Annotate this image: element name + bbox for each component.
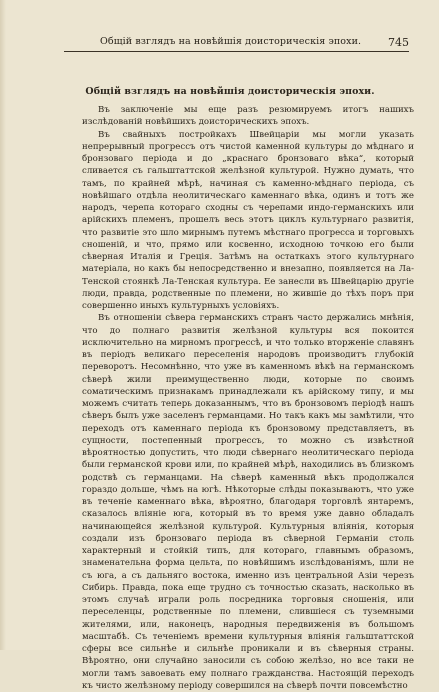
page-number: 745 xyxy=(388,36,409,49)
page-edge-shadow xyxy=(0,0,6,650)
paragraph: Въ заключеніе мы еще разъ резюмируемъ итогъ нашихъ изслѣдованій новѣйшихъ доисторическихъ эпохъ. xyxy=(82,105,414,128)
header-rule xyxy=(64,51,409,52)
paragraph: Въ отношеніи сѣвера германскихъ странъ часто держались мнѣнія, что до полнаго развитія желѣзной культуры вся покоится исключительно на мирномъ прогрессѣ, и что только вторженіе славянъ въ періодъ великаго переселенія народовъ производитъ глубокій переворотъ. Несомнѣнно, что уже въ каменномъ вѣкѣ на германскомъ сѣверѣ жили преимущественно люди, которые по своимъ соматическимъ признакамъ принадлежали къ арійскому типу, и мы можемъ считать теперь доказаннымъ, что въ бронзовомъ періодѣ нашъ сѣверъ былъ уже заселенъ германцами. Но такъ какъ мы замѣтили, что переходъ отъ каменнаго періода къ бронзовому представляетъ, въ сущности, постепенный прогрессъ, то можно съ извѣстной вѣроятностью допустить, что люди сѣвернаго неолитическаго періода были германской крови или, по крайней мѣрѣ, находились въ близкомъ родствѣ съ германцами. На сѣверѣ каменный вѣкъ продолжался гораздо дольше, чѣмъ на югѣ. Нѣкоторые слѣды показываютъ, что уже въ теченіе каменнаго вѣка, вѣроятно, благодаря торговлѣ янтаремъ, сказалось вліяніе юга, который въ то время уже давно обладалъ начинающейся желѣзной культурой. Культурныя вліянія, которыя создали изъ бронзоваго періода въ сѣверной Германіи столь характерный и стойкій типъ, для котораго, главнымъ образомъ, знаменательна форма цельта, по новѣйшимъ изслѣдованіямъ, шли не съ юга, а съ дальняго востока, именно изъ центральной Азіи черезъ Сибирь. Правда, пока еще трудно съ точностью сказать, насколько въ этомъ случаѣ играли роль посредника торговыя сношенія, или переселенцы, родственные по племени, слившіеся съ туземными жителями, или, наконецъ, народныя передвиженія въ большомъ масштабѣ. Съ теченіемъ времени культурныя вліянія гальштаттской сферы все сильнѣе и сильнѣе проникали и въ сѣверныя страны. Вѣроятно, они случайно заносили съ собою желѣзо, но все таки не могли тамъ завоевать ему полнаго гражданства. Настоящій переходъ къ чисто желѣзному періоду совершился на сѣверѣ почти повсемѣстно xyxy=(82,313,414,691)
running-head: Общій взглядъ на новѣйшія доисторическія эпохи. xyxy=(100,36,362,47)
body-text xyxy=(82,104,414,692)
chapter-title: Общій взглядъ на новѣйшія доисторическія эпохи. xyxy=(85,86,375,97)
paragraph: Въ свайныхъ постройкахъ Швейцаріи мы могли указать непрерывный прогрессъ отъ чистой каменной культуры до мѣднаго и бронзоваго періода и до „краснаго бронзоваго вѣка“, который сливается съ гальштаттской желѣзной культурой. Нужно думать, что тамъ, по крайней мѣрѣ, начиная съ каменно-мѣднаго періода, съ новѣйшаго отдѣла неолитическаго каменнаго вѣка, одинъ и тотъ же народъ, черепа котораго сходны съ черепами индо-германскихъ или арійскихъ племенъ, прошелъ весь этотъ циклъ культурнаго развитія, что развитіе это шло мирнымъ путемъ мѣстнаго прогресса и торговыхъ сношеній, и что, прямо или косвенно, исходною точкою его были сѣверная Италія и Греція. Затѣмъ на остаткахъ этого культурнаго матеріала, но какъ бы непосредственно и внезапно, появляется на Ла-Тенской стоянкѣ Ла-Тенская культура. Ее занесли въ Швейцарію другіе люди, правда, родственные по племени, но жившіе до тѣхъ поръ при совершенно иныхъ культурныхъ условіяхъ. xyxy=(82,129,414,311)
